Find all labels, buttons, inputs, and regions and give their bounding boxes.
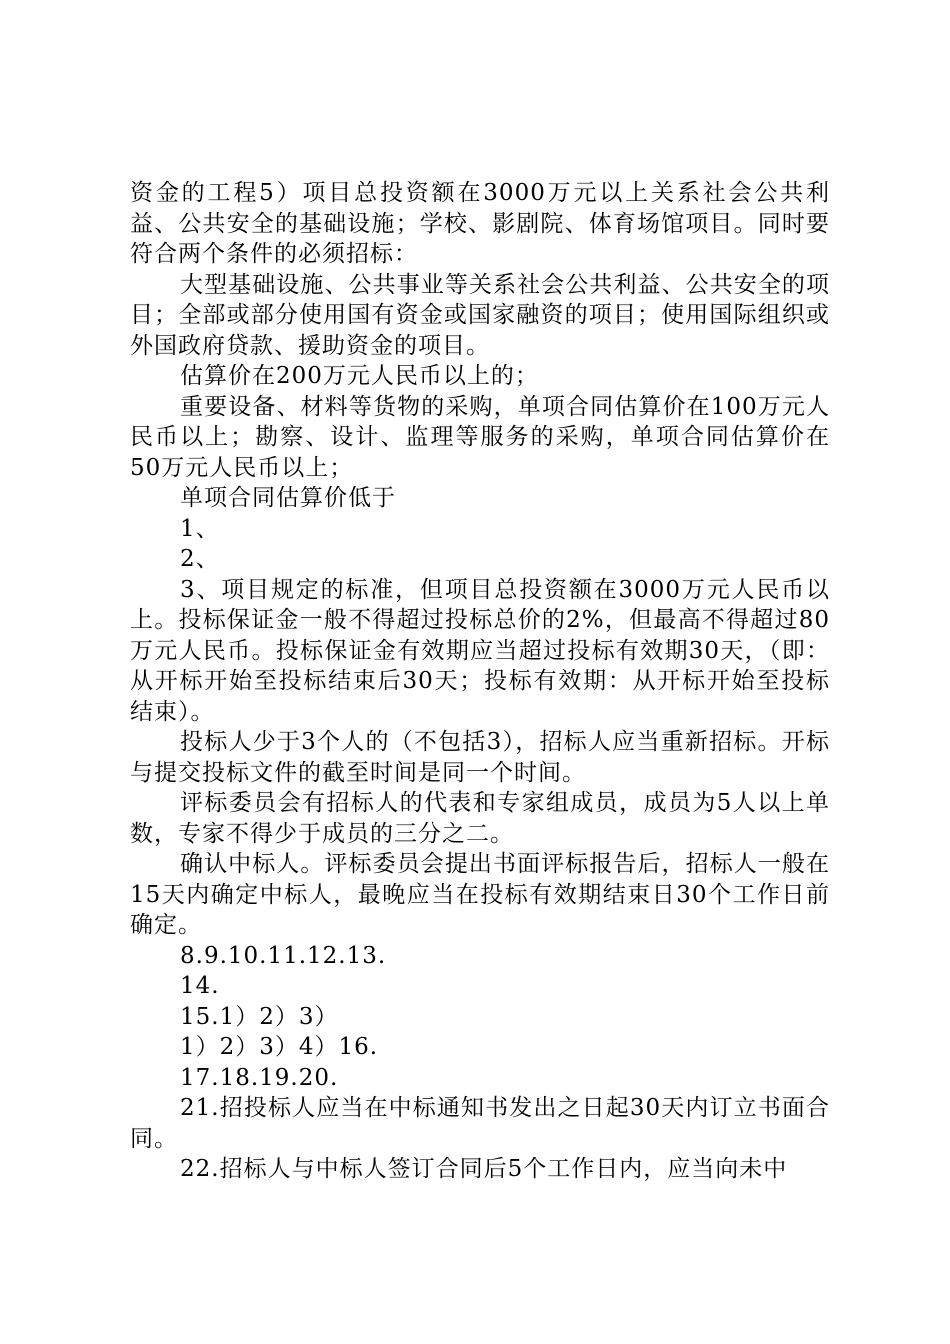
paragraph-6: 1、 xyxy=(180,515,220,542)
paragraph-18: 22.招标人与中标人签订合同后5个工作日内，应当向未中 xyxy=(180,1156,788,1182)
paragraph-1: 资金的工程5）项目总投资额在3000万元以上关系社会公共利益、公共安全的基础设施；学校、影剧院、体育场馆项目。同时要符合两个条件的必须招标： xyxy=(130,180,830,267)
paragraph-2: 大型基础设施、公共事业等关系社会公共利益、公共安全的项目；全部或部分使用国有资金或国家融资的项目；使用国际组织或外国政府贷款、援助资金的项目。 xyxy=(130,271,830,359)
paragraph-15: 1）2）3）4）16. xyxy=(180,1034,379,1060)
paragraph-12: 8.9.10.11.12.13. xyxy=(180,942,387,969)
paragraph-10: 评标委员会有招标人的代表和专家组成员，成员为5人以上单数，专家不得少于成员的三分之二。 xyxy=(130,790,830,847)
paragraph-3: 估算价在200万元人民币以上的； xyxy=(180,363,539,389)
paragraph-17: 21.招投标人应当在中标通知书发出之日起30天内订立书面合同。 xyxy=(130,1095,830,1152)
paragraph-7: 2、 xyxy=(180,546,220,572)
paragraph-16: 17.18.19.20. xyxy=(180,1064,339,1091)
paragraph-8: 3、项目规定的标准，但项目总投资额在3000万元人民币以上。投标保证金一般不得超过投标总价的2%，但最高不得超过80万元人民币。投标保证金有效期应当超过投标有效期30天，（即：从开标开始至投标结束后30天；投标有效期：从开标开始至投标结束）。 xyxy=(130,576,830,725)
paragraph-4: 重要设备、材料等货物的采购，单项合同估算价在100万元人民币以上；勘察、设计、监理等服务的采购，单项合同估算价在50万元人民币以上； xyxy=(130,393,830,481)
paragraph-11: 确认中标人。评标委员会提出书面评标报告后，招标人一般在15天内确定中标人，最晚应当在投标有效期结束日30个工作日前确定。 xyxy=(130,851,830,938)
paragraph-9: 投标人少于3个人的（不包括3），招标人应当重新招标。开标与提交投标文件的截至时间是同一个时间。 xyxy=(130,729,830,786)
paragraph-5: 单项合同估算价低于 xyxy=(180,485,396,511)
paragraph-14: 15.1）2）3） xyxy=(180,1003,339,1030)
paragraph-13: 14. xyxy=(180,973,220,999)
document-body xyxy=(130,178,830,1185)
